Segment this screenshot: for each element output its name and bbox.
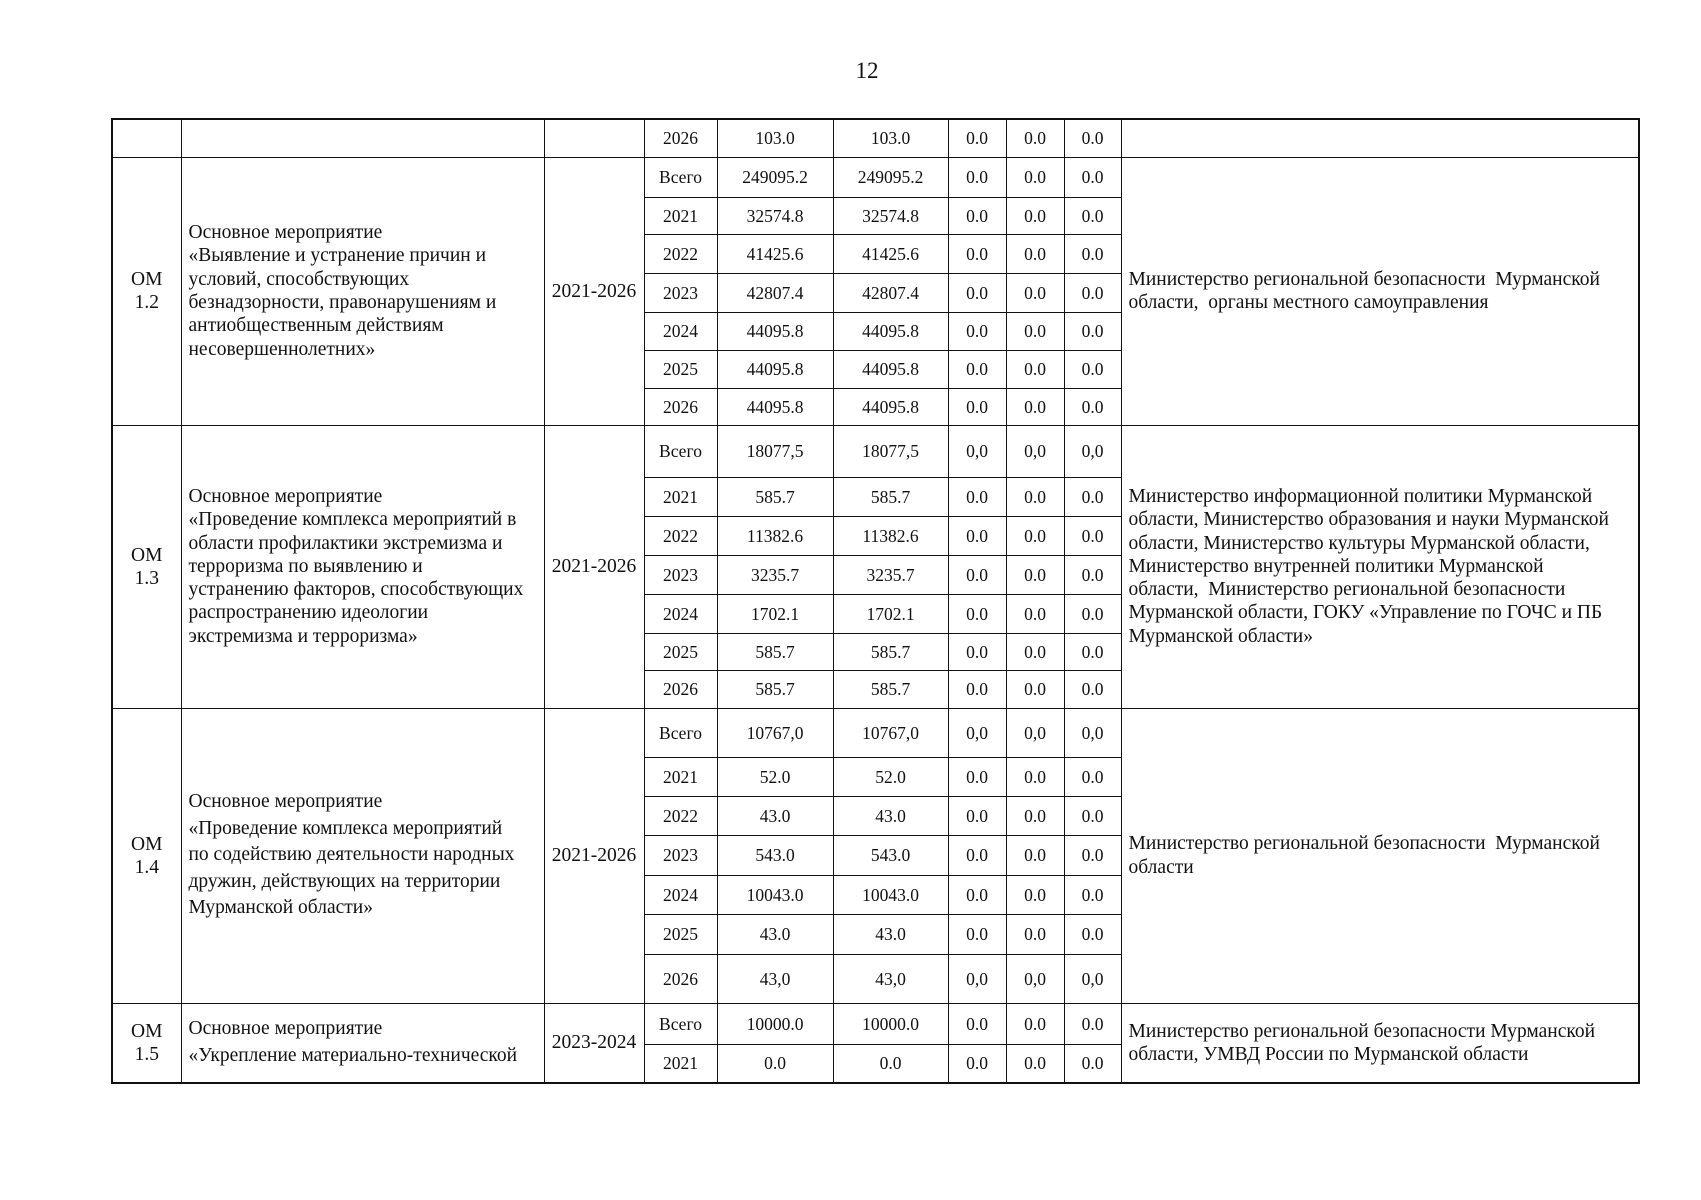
- amount-cell-2: 42807.4: [833, 273, 948, 312]
- table-row: [112, 1003, 1639, 1044]
- amount-cell-4: 0,0: [1006, 954, 1064, 1003]
- year-cell: 2023: [644, 273, 717, 312]
- amount-cell-1: 10043.0: [717, 875, 833, 914]
- amount-cell-1: 249095.2: [717, 157, 833, 197]
- amount-cell-1: 42807.4: [717, 273, 833, 312]
- measure-code-prefix: ОМ: [131, 269, 163, 290]
- amount-cell-5: 0.0: [1064, 633, 1121, 670]
- year-cell: 2024: [644, 312, 717, 350]
- amount-cell-4: 0,0: [1006, 708, 1064, 757]
- year-cell: 2023: [644, 555, 717, 594]
- measure-code-prefix: ОМ: [131, 1020, 163, 1042]
- table-row: [112, 157, 1639, 197]
- table-row: [112, 425, 1639, 477]
- table-body: [112, 119, 1639, 1083]
- year-cell: Всего: [644, 157, 717, 197]
- amount-cell-2: 585.7: [833, 477, 948, 516]
- responsible-executors: Министерство региональной безопасности Мурманской области, органы местного самоуправления: [1121, 157, 1639, 425]
- year-cell: Всего: [644, 425, 717, 477]
- amount-cell-1: 43,0: [717, 954, 833, 1003]
- measure-code-prefix: ОМ: [131, 833, 163, 855]
- amount-cell-1: 44095.8: [717, 350, 833, 388]
- year-cell: 2025: [644, 914, 717, 954]
- amount-cell-3: 0,0: [948, 954, 1006, 1003]
- amount-cell-2: 32574.8: [833, 197, 948, 234]
- amount-cell-1: 52.0: [717, 757, 833, 796]
- measure-code-cell: [112, 157, 181, 425]
- amount-cell-1: 3235.7: [717, 555, 833, 594]
- amount-cell-4: 0.0: [1006, 157, 1064, 197]
- amount-cell-2: 10000.0: [833, 1003, 948, 1044]
- year-cell: 2023: [644, 835, 717, 875]
- amount-cell-2: 43.0: [833, 796, 948, 835]
- amount-cell-3: 0.0: [948, 555, 1006, 594]
- amount-cell-5: 0.0: [1064, 594, 1121, 633]
- responsible-executors: [1121, 119, 1639, 157]
- amount-cell-5: 0.0: [1064, 1003, 1121, 1044]
- amount-cell-2: 11382.6: [833, 516, 948, 555]
- page-number: 12: [855, 58, 879, 83]
- amount-cell-5: 0.0: [1064, 350, 1121, 388]
- amount-cell-4: 0.0: [1006, 1003, 1064, 1044]
- amount-cell-1: 585.7: [717, 477, 833, 516]
- amount-cell-3: 0.0: [948, 875, 1006, 914]
- amount-cell-5: 0.0: [1064, 273, 1121, 312]
- amount-cell-1: 43.0: [717, 914, 833, 954]
- amount-cell-2: 1702.1: [833, 594, 948, 633]
- amount-cell-5: 0.0: [1064, 875, 1121, 914]
- amount-cell-4: 0.0: [1006, 555, 1064, 594]
- amount-cell-2: 52.0: [833, 757, 948, 796]
- measure-code-prefix: ОМ: [131, 544, 163, 566]
- amount-cell-3: 0.0: [948, 670, 1006, 708]
- amount-cell-5: 0.0: [1064, 1044, 1121, 1083]
- amount-cell-5: 0.0: [1064, 835, 1121, 875]
- amount-cell-2: 103.0: [833, 119, 948, 157]
- measure-description: [181, 119, 544, 157]
- amount-cell-5: 0.0: [1064, 477, 1121, 516]
- amount-cell-4: 0.0: [1006, 197, 1064, 234]
- amount-cell-5: 0.0: [1064, 119, 1121, 157]
- amount-cell-1: 585.7: [717, 633, 833, 670]
- implementation-period: [544, 119, 644, 157]
- implementation-period: 2021-2026: [544, 425, 644, 708]
- amount-cell-5: 0.0: [1064, 670, 1121, 708]
- implementation-period: 2021-2026: [544, 708, 644, 1003]
- amount-cell-4: 0.0: [1006, 477, 1064, 516]
- amount-cell-5: 0.0: [1064, 388, 1121, 425]
- amount-cell-2: 44095.8: [833, 312, 948, 350]
- year-cell: 2026: [644, 119, 717, 157]
- amount-cell-3: 0.0: [948, 234, 1006, 273]
- measure-code-cell: [112, 1003, 181, 1083]
- amount-cell-3: 0.0: [948, 157, 1006, 197]
- year-cell: 2025: [644, 350, 717, 388]
- amount-cell-5: 0,0: [1064, 954, 1121, 1003]
- amount-cell-5: 0.0: [1064, 234, 1121, 273]
- amount-cell-1: 10000.0: [717, 1003, 833, 1044]
- amount-cell-1: 11382.6: [717, 516, 833, 555]
- amount-cell-4: 0.0: [1006, 273, 1064, 312]
- year-cell: Всего: [644, 1003, 717, 1044]
- amount-cell-1: 44095.8: [717, 388, 833, 425]
- amount-cell-2: 585.7: [833, 633, 948, 670]
- amount-cell-5: 0,0: [1064, 425, 1121, 477]
- year-cell: 2022: [644, 796, 717, 835]
- amount-cell-3: 0.0: [948, 197, 1006, 234]
- amount-cell-4: 0.0: [1006, 835, 1064, 875]
- amount-cell-5: 0.0: [1064, 555, 1121, 594]
- amount-cell-1: 543.0: [717, 835, 833, 875]
- measure-description: Основное мероприятие «Выявление и устранение причин и условий, способствующих безнадзорности, правонарушениям и антиобщественным действиям несовершеннолетних»: [181, 157, 544, 425]
- amount-cell-1: 585.7: [717, 670, 833, 708]
- amount-cell-4: 0.0: [1006, 234, 1064, 273]
- measure-code-cell: [112, 708, 181, 1003]
- year-cell: 2025: [644, 633, 717, 670]
- amount-cell-1: 1702.1: [717, 594, 833, 633]
- amount-cell-3: 0.0: [948, 516, 1006, 555]
- amount-cell-4: 0.0: [1006, 119, 1064, 157]
- amount-cell-2: 44095.8: [833, 350, 948, 388]
- year-cell: 2022: [644, 234, 717, 273]
- amount-cell-3: 0.0: [948, 633, 1006, 670]
- amount-cell-5: 0.0: [1064, 312, 1121, 350]
- amount-cell-5: 0.0: [1064, 516, 1121, 555]
- amount-cell-1: 43.0: [717, 796, 833, 835]
- amount-cell-3: 0,0: [948, 425, 1006, 477]
- measure-description: Основное мероприятие «Проведение комплекса мероприятий в области профилактики экстремизма и терроризма по выявлению и устранению факторов, способствующих распространению идеологии экстремизма и терроризма»: [181, 425, 544, 708]
- amount-cell-3: 0.0: [948, 350, 1006, 388]
- measure-code-number: 1.5: [134, 1043, 159, 1065]
- amount-cell-1: 32574.8: [717, 197, 833, 234]
- amount-cell-4: 0.0: [1006, 914, 1064, 954]
- year-cell: 2026: [644, 954, 717, 1003]
- amount-cell-2: 3235.7: [833, 555, 948, 594]
- year-cell: 2021: [644, 757, 717, 796]
- year-cell: 2024: [644, 594, 717, 633]
- year-cell: 2024: [644, 875, 717, 914]
- implementation-period: 2023-2024: [544, 1003, 644, 1083]
- amount-cell-1: 103.0: [717, 119, 833, 157]
- amount-cell-3: 0.0: [948, 1003, 1006, 1044]
- amount-cell-4: 0.0: [1006, 796, 1064, 835]
- amount-cell-1: 10767,0: [717, 708, 833, 757]
- amount-cell-2: 10767,0: [833, 708, 948, 757]
- amount-cell-3: 0.0: [948, 796, 1006, 835]
- amount-cell-4: 0.0: [1006, 350, 1064, 388]
- amount-cell-3: 0.0: [948, 594, 1006, 633]
- amount-cell-3: 0.0: [948, 312, 1006, 350]
- amount-cell-3: 0.0: [948, 914, 1006, 954]
- amount-cell-2: 543.0: [833, 835, 948, 875]
- amount-cell-3: 0.0: [948, 119, 1006, 157]
- year-cell: 2021: [644, 1044, 717, 1083]
- year-cell: 2026: [644, 388, 717, 425]
- amount-cell-4: 0.0: [1006, 312, 1064, 350]
- amount-cell-4: 0.0: [1006, 670, 1064, 708]
- implementation-period: 2021-2026: [544, 157, 644, 425]
- amount-cell-4: 0.0: [1006, 633, 1064, 670]
- measure-code-cell: [112, 425, 181, 708]
- measure-description: Основное мероприятие «Укрепление материально-технической: [181, 1003, 544, 1083]
- year-cell: 2021: [644, 477, 717, 516]
- amount-cell-2: 0.0: [833, 1044, 948, 1083]
- table-row: [112, 708, 1639, 757]
- measure-code-cell: [112, 119, 181, 157]
- responsible-executors: Министерство информационной политики Мурманской области, Министерство образования и науки Мурманской области, Министерство культуры Мурманской области, Министерство внутренней политики Мурманской области, Министерство региональной безопасности Мурманской области, ГОКУ «Управление по ГОЧС и ПБ Мурманской области»: [1121, 425, 1639, 708]
- amount-cell-2: 41425.6: [833, 234, 948, 273]
- measure-code-number: 1.3: [134, 567, 159, 589]
- amount-cell-4: 0.0: [1006, 1044, 1064, 1083]
- amount-cell-5: 0.0: [1064, 914, 1121, 954]
- amount-cell-3: 0.0: [948, 477, 1006, 516]
- amount-cell-3: 0.0: [948, 388, 1006, 425]
- year-cell: 2022: [644, 516, 717, 555]
- year-cell: 2021: [644, 197, 717, 234]
- amount-cell-3: 0.0: [948, 273, 1006, 312]
- measure-code-number: 1.2: [134, 292, 159, 313]
- amount-cell-2: 10043.0: [833, 875, 948, 914]
- amount-cell-5: 0.0: [1064, 796, 1121, 835]
- amount-cell-5: 0,0: [1064, 708, 1121, 757]
- amount-cell-4: 0.0: [1006, 875, 1064, 914]
- measure-description: Основное мероприятие «Проведение комплекса мероприятий по содействию деятельности народных дружин, действующих на территории Мурманской области»: [181, 708, 544, 1003]
- table-row: [112, 119, 1639, 157]
- amount-cell-4: 0.0: [1006, 757, 1064, 796]
- amount-cell-2: 43.0: [833, 914, 948, 954]
- responsible-executors: Министерство региональной безопасности Мурманской области: [1121, 708, 1639, 1003]
- amount-cell-2: 44095.8: [833, 388, 948, 425]
- amount-cell-4: 0.0: [1006, 388, 1064, 425]
- year-cell: 2026: [644, 670, 717, 708]
- amount-cell-1: 0.0: [717, 1044, 833, 1083]
- amount-cell-2: 249095.2: [833, 157, 948, 197]
- amount-cell-1: 44095.8: [717, 312, 833, 350]
- amount-cell-2: 43,0: [833, 954, 948, 1003]
- measure-code-number: 1.4: [134, 856, 159, 878]
- amount-cell-1: 18077,5: [717, 425, 833, 477]
- amount-cell-5: 0.0: [1064, 197, 1121, 234]
- year-cell: Всего: [644, 708, 717, 757]
- amount-cell-4: 0.0: [1006, 594, 1064, 633]
- amount-cell-2: 585.7: [833, 670, 948, 708]
- amount-cell-3: 0,0: [948, 708, 1006, 757]
- amount-cell-4: 0,0: [1006, 425, 1064, 477]
- amount-cell-5: 0.0: [1064, 157, 1121, 197]
- amount-cell-1: 41425.6: [717, 234, 833, 273]
- program-measures-table: [111, 118, 1640, 1084]
- amount-cell-3: 0.0: [948, 757, 1006, 796]
- amount-cell-2: 18077,5: [833, 425, 948, 477]
- amount-cell-3: 0.0: [948, 1044, 1006, 1083]
- amount-cell-5: 0.0: [1064, 757, 1121, 796]
- responsible-executors: Министерство региональной безопасности Мурманской области, УМВД России по Мурманской области: [1121, 1003, 1639, 1083]
- amount-cell-4: 0.0: [1006, 516, 1064, 555]
- amount-cell-3: 0.0: [948, 835, 1006, 875]
